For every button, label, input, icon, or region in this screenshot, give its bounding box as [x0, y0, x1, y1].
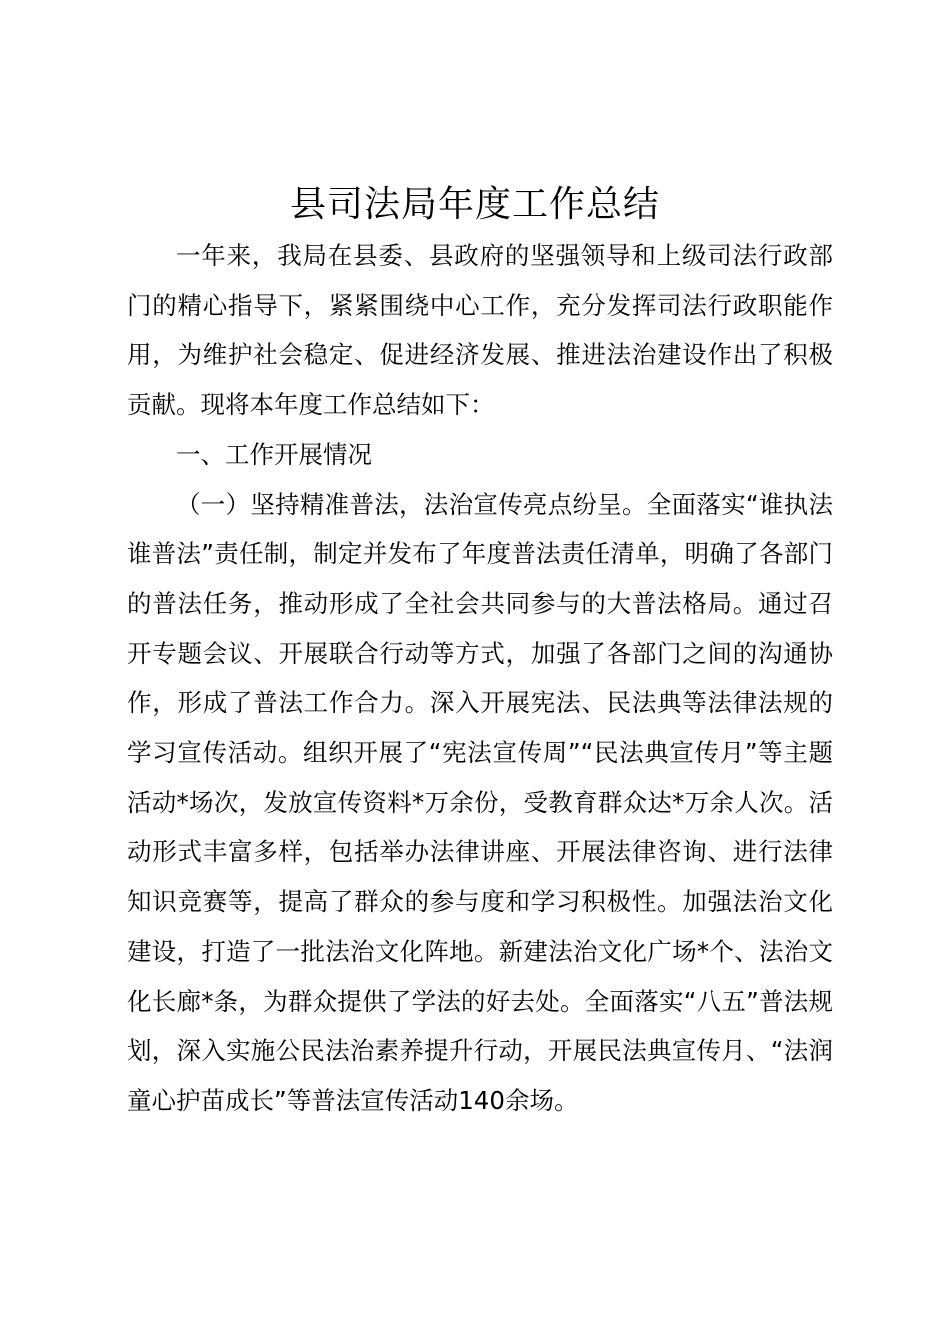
- section-1-paragraph: （一）坚持精准普法，法治宣传亮点纷呈。全面落实“谁执法谁普法”责任制，制定并发布了年度普法责任清单，明确了各部门的普法任务，推动形成了全社会共同参与的大普法格局。通过召开专题会议、开展联合行动等方式，加强了各部门之间的沟通协作，形成了普法工作合力。深入开展宪法、民法典等法律法规的学习宣传活动。组织开展了“宪法宣传周”“民法典宣传月”等主题活动*场次，发放宣传资料*万余份，受教育群众达*万余人次。活动形式丰富多样，包括举办法律讲座、开展法律咨询、进行法律知识竞赛等，提高了群众的参与度和学习积极性。加强法治文化建设，打造了一批法治文化阵地。新建法治文化广场*个、法治文化长廊*条，为群众提供了学法的好去处。全面落实“八五”普法规划，深入实施公民法治素养提升行动，开展民法典宣传月、“法润童心护苗成长”等普法宣传活动140余场。: [127, 489, 833, 1115]
- document-title: 县司法局年度工作总结: [289, 184, 660, 225]
- section-heading: 一、工作开展情况: [176, 439, 372, 469]
- document-body: [127, 231, 833, 1126]
- intro-paragraph: 一年来，我局在县委、县政府的坚强领导和上级司法行政部门的精心指导下，紧紧围绕中心工作，充分发挥司法行政职能作用，为维护社会稳定、促进经济发展、推进法治建设作出了积极贡献。现将本年度工作总结如下：: [127, 241, 833, 420]
